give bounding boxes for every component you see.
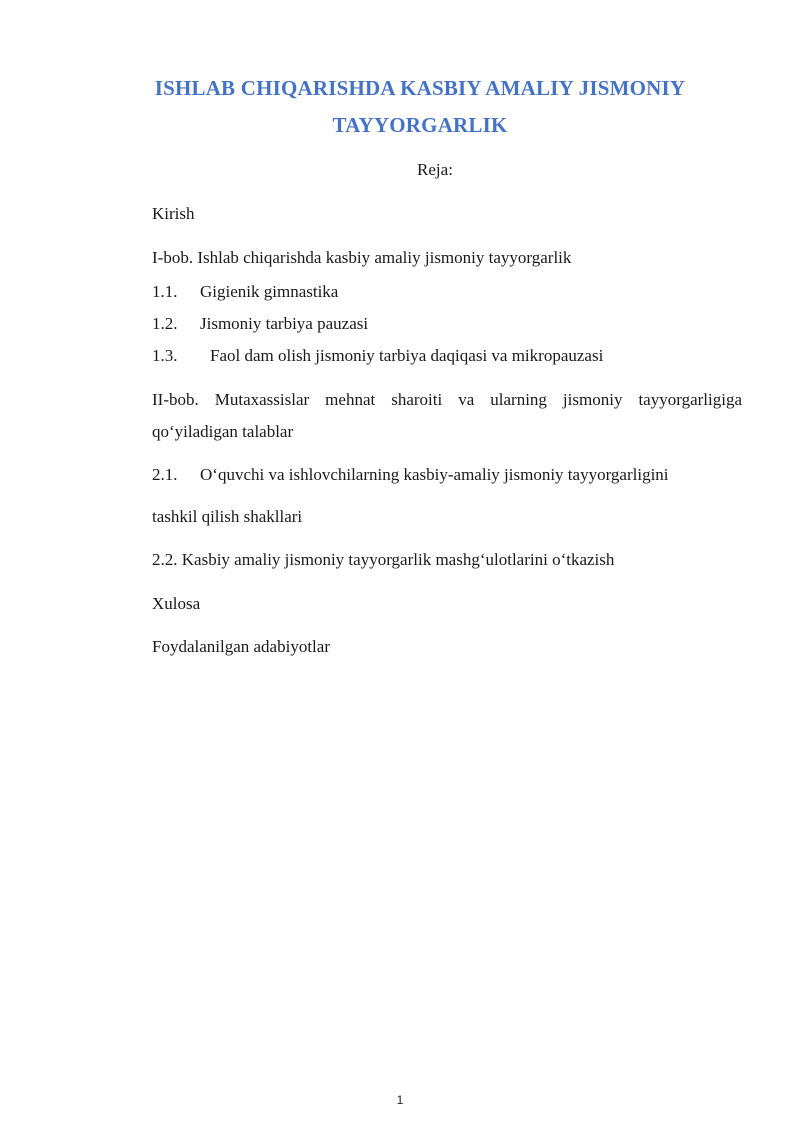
toc-item-number: 2.1. xyxy=(152,465,178,484)
toc-item-2-1 xyxy=(152,465,669,485)
toc-item-number: 1.3. xyxy=(152,346,178,365)
toc-item-1-3 xyxy=(152,346,603,366)
toc-item-1-2 xyxy=(152,314,368,334)
toc-chapter2-line1: II-bob. Mutaxassislar mehnat sharoiti va ularning jismoniy tayyorgarligiga xyxy=(152,390,742,409)
toc-conclusion: Xulosa xyxy=(152,594,201,613)
toc-item-2-2: 2.2. Kasbiy amaliy jismoniy tayyorgarlik mashg‘ulotlarini o‘tkazish xyxy=(152,550,615,569)
toc-item-number: 1.2. xyxy=(152,314,178,333)
document-title-line1: ISHLAB CHIQARISHDA KASBIY AMALIY JISMONIY xyxy=(154,76,686,100)
toc-item-text: O‘quvchi va ishlovchilarning kasbiy-amaliy jismoniy tayyorgarligini xyxy=(200,465,669,484)
toc-item-text: Gigienik gimnastika xyxy=(200,282,339,301)
toc-references: Foydalanilgan adabiyotlar xyxy=(152,637,330,656)
toc-item-text: Faol dam olish jismoniy tarbiya daqiqasi va mikropauzasi xyxy=(210,346,604,365)
toc-item-text: Jismoniy tarbiya pauzasi xyxy=(200,314,369,333)
toc-intro: Kirish xyxy=(152,204,195,223)
toc-item-number: 1.1. xyxy=(152,282,178,301)
toc-chapter1: I-bob. Ishlab chiqarishda kasbiy amaliy jismoniy tayyorgarlik xyxy=(152,248,572,267)
toc-item-2-1-line2: tashkil qilish shakllari xyxy=(152,507,303,526)
plan-heading: Reja: xyxy=(417,160,453,179)
toc-chapter2-line2: qo‘yiladigan talablar xyxy=(152,422,294,441)
document-title-line2: TAYYORGARLIK xyxy=(332,113,508,137)
toc-item-1-1 xyxy=(152,282,338,302)
page-number: 1 xyxy=(396,1093,404,1107)
